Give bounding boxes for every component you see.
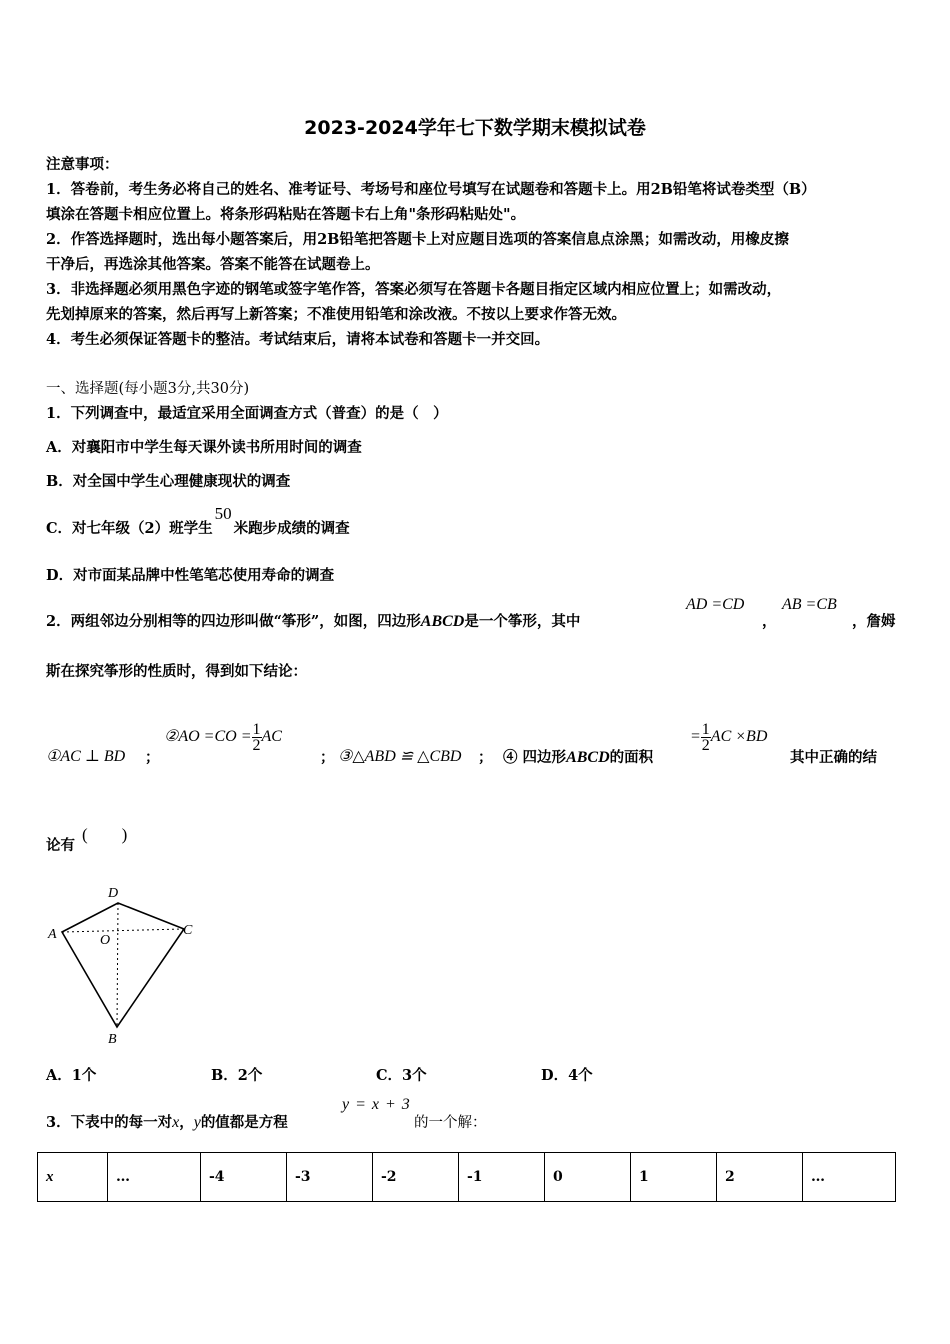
q2-stem-mid: 是一个筝形，其中	[464, 613, 581, 630]
table-cell: -4	[201, 1153, 287, 1202]
q1-option-c	[46, 504, 350, 538]
area-fraction-half	[701, 722, 711, 753]
kite-figure	[40, 880, 210, 1050]
q2-conclusion-2-pre: ②AO =CO =	[164, 728, 252, 746]
q1-stem: 1．下列调查中，最适宜采用全面调查方式（普查）的是（ ）	[46, 405, 448, 422]
notice-line: 4．考生必须保证答题卡的整洁。考试结束后，请将本试卷和答题卡一并交回。	[46, 331, 550, 348]
q3-var-x: x	[172, 1114, 180, 1131]
table-cell: 2	[717, 1153, 803, 1202]
q2-area-formula	[690, 722, 767, 753]
q2-conclusion-4-pre: ④ 四边形	[503, 749, 567, 766]
label-o: O	[100, 933, 111, 948]
table-cell: …	[803, 1153, 896, 1202]
q2-conclusion-2	[164, 722, 282, 753]
q2-conclusion-1: ①AC ⊥ BD	[46, 748, 126, 765]
table-cell: …	[108, 1153, 201, 1202]
q2-stem-line4: 论有	[46, 837, 75, 854]
q1-option-d: D．对市面某品牌中性笔笔芯使用寿命的调查	[46, 567, 335, 584]
q2-option-a: A．1个	[46, 1067, 97, 1084]
q2-stem-line2: 斯在探究筝形的性质时，得到如下结论：	[46, 663, 307, 680]
q3-stem-post: 的一个解：	[414, 1115, 487, 1131]
table-row	[38, 1153, 896, 1202]
fraction-numerator: 1	[701, 721, 710, 738]
q3-stem-pre: 3．下表中的每一对	[46, 1114, 173, 1131]
q2-equation-ab-cb: AB =CB	[782, 596, 837, 613]
q2-separator: ；	[478, 749, 493, 766]
section-heading: 一、选择题(每小题3分,共30分)	[46, 381, 250, 397]
fraction-denominator: 2	[252, 737, 261, 754]
q2-stem-text: 2．两组邻边分别相等的四边形叫做“筝形”，如图，四边形	[46, 613, 421, 630]
q2-answer-paren: ( )	[82, 825, 128, 844]
q2-equation-ad-cd: AD =CD	[686, 596, 745, 613]
label-b: B	[108, 1032, 117, 1047]
fraction-denominator: 2	[701, 737, 710, 754]
table-cell: -2	[373, 1153, 459, 1202]
q1-option-a: A．对襄阳市中学生每天课外读书所用时间的调查	[46, 439, 362, 456]
label-d: D	[108, 886, 119, 901]
q2-conclusion-3: ③△ABD ≌ △CBD	[338, 748, 462, 765]
q3-stem-mid: 的值都是方程	[200, 1114, 288, 1131]
q2-conclusion-4-mid: 的面积	[609, 749, 654, 766]
table-cell: 1	[631, 1153, 717, 1202]
q3-separator: ，	[179, 1114, 194, 1131]
q2-stem-post: ，詹姆	[852, 613, 896, 630]
q2-conclusion-4	[503, 746, 653, 767]
notice-heading: 注意事项：	[46, 156, 119, 173]
table-cell	[38, 1153, 108, 1202]
q2-separator: ；	[145, 749, 160, 766]
q1-option-c-post: 米跑步成绩的调查	[233, 520, 350, 537]
diagonal-bd	[117, 903, 118, 1027]
q2-option-c: C．3个	[376, 1067, 427, 1084]
label-a: A	[48, 927, 57, 942]
notice-line: 3．非选择题必须用黑色字迹的钢笔或签字笔作答，答案必须写在答题卡各题目指定区域内相应位置上；如需改动，	[46, 281, 782, 298]
notice-line: 填涂在答题卡相应位置上。将条形码粘贴在答题卡右上角"条形码粘贴处"。	[46, 206, 526, 223]
area-equals: =	[690, 728, 701, 746]
q2-fraction-half	[252, 722, 262, 753]
diagonal-ac	[62, 929, 184, 932]
q3-equation: y = x + 3	[342, 1096, 411, 1113]
q1-option-c-pre: C．对七年级（2）班学生	[46, 520, 213, 537]
q2-conclusion-4-abcd: ABCD	[566, 749, 610, 766]
q1-option-b: B．对全国中学生心理健康现状的调查	[46, 473, 291, 490]
notice-line: 1．答卷前，考生务必将自己的姓名、准考证号、考场号和座位号填写在试题卷和答题卡上。用2B铅笔将试卷类型（B）	[46, 181, 816, 198]
label-c: C	[183, 923, 193, 938]
notice-line: 干净后，再选涂其他答案。答案不能答在试题卷上。	[46, 256, 380, 273]
fraction-numerator: 1	[252, 721, 261, 738]
table-cell: -1	[459, 1153, 545, 1202]
q2-comma: ，	[762, 613, 777, 630]
page-title: 2023-2024学年七下数学期末模拟试卷	[304, 117, 646, 139]
q2-option-b: B．2个	[211, 1067, 263, 1084]
q2-conclusion-2-post: AC	[261, 728, 282, 746]
q2-conclusion-tail: 其中正确的结	[790, 749, 877, 766]
notice-line: 先划掉原来的答案，然后再写上新答案；不准使用铅笔和涂改液。不按以上要求作答无效。	[46, 306, 626, 323]
q3-value-table	[37, 1152, 896, 1202]
q3-stem	[46, 1111, 288, 1132]
q3-var-y: y	[193, 1114, 201, 1131]
q2-stem-pre	[46, 610, 580, 631]
table-cell: -3	[287, 1153, 373, 1202]
kite-outline	[62, 903, 184, 1027]
q1-option-c-number: 50	[214, 504, 232, 523]
notice-line: 2．作答选择题时，选出每小题答案后，用2B铅笔把答题卡上对应题目选项的答案信息点涂黑；如需改动，用橡皮擦	[46, 231, 789, 248]
area-product: AC ×BD	[710, 728, 768, 746]
table-cell: 0	[545, 1153, 631, 1202]
q2-separator: ；	[320, 749, 335, 766]
table-header-x: x	[46, 1168, 54, 1185]
q2-option-d: D．4个	[541, 1067, 593, 1084]
q2-quadrilateral-name: ABCD	[420, 613, 465, 630]
